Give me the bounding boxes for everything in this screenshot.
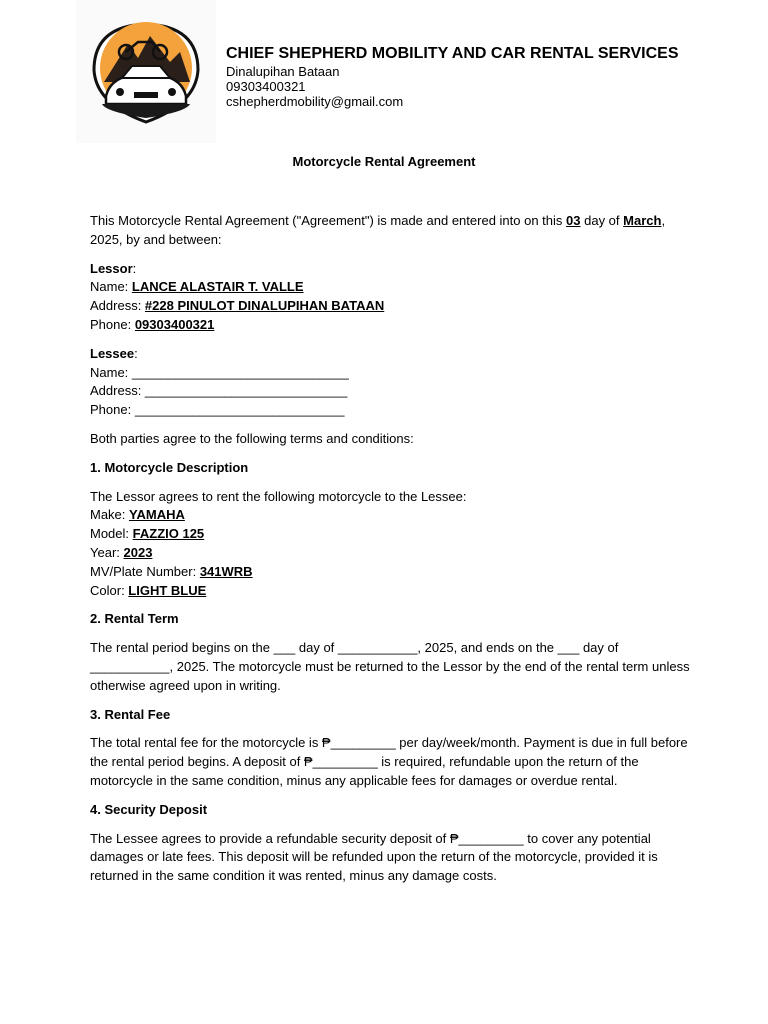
section3-line1: The total rental fee for the motorcycle is ₱_________ per day/week/month. Payment is due in full before <box>90 735 688 751</box>
year-label: Year: <box>90 544 124 560</box>
lessee-name-field: Name: ______________________________ <box>90 364 349 380</box>
color-row <box>90 582 690 601</box>
motorcycle-year: 2023 <box>123 544 153 560</box>
company-address: Dinalupihan Bataan <box>226 64 340 79</box>
intro-text: This Motorcycle Rental Agreement ("Agreement") is made and entered into on this <box>90 213 567 228</box>
section4-heading: 4. Security Deposit <box>90 801 208 817</box>
section4-line3: returned in the same condition it was rented, minus any damage costs. <box>90 868 497 884</box>
make-row <box>90 506 690 525</box>
lessee-address-field: Address: ____________________________ <box>90 383 348 399</box>
lessor-heading-text: Lessor <box>90 260 133 276</box>
agree-text: Both parties agree to the following terms and conditions: <box>90 430 414 446</box>
document-title: Motorcycle Rental Agreement <box>292 154 476 169</box>
section2-line1: The rental period begins on the ___ day of ___________, 2025, and ends on the ___ day of <box>90 640 619 656</box>
lessor-phone-label: Phone: <box>90 316 135 332</box>
section3-line3: motorcycle in the same condition, minus any applicable fees for damages or overdue rental. <box>90 772 618 788</box>
section4-line2: damages or late fees. This deposit will be refunded upon the return of the motorcycle, provided it is <box>90 849 658 865</box>
intro-text-post: , <box>661 213 666 228</box>
make-label: Make: <box>90 507 130 523</box>
color-label: Color: <box>90 582 129 598</box>
lessor-phone-row <box>90 316 690 335</box>
year-row <box>90 544 690 563</box>
section2-line3: otherwise agreed upon in writing. <box>90 677 281 693</box>
company-logo <box>76 0 216 143</box>
section3-heading: 3. Rental Fee <box>90 706 171 722</box>
agreement-day: 03 <box>566 213 581 228</box>
lessee-heading: Lessee: <box>90 345 138 361</box>
lessor-name: LANCE ALASTAIR T. VALLE <box>131 279 304 295</box>
section4-line1: The Lessee agrees to provide a refundable security deposit of ₱_________ to cover any potential <box>90 830 651 846</box>
intro-line2: 2025, by and between: <box>90 231 222 247</box>
plate-row <box>90 563 690 582</box>
lessor-heading: Lessor: <box>90 260 137 276</box>
section1-intro: The Lessor agrees to rent the following motorcycle to the Lessee: <box>90 488 467 504</box>
lessor-phone: 09303400321 <box>134 316 215 332</box>
motorcycle-plate: 341WRB <box>199 563 253 579</box>
motorcycle-make: YAMAHA <box>129 507 185 523</box>
lessor-address-row <box>90 297 690 316</box>
section1-heading: 1. Motorcycle Description <box>90 459 249 475</box>
lessor-name-row <box>90 278 690 297</box>
lessor-address-label: Address: <box>90 298 145 314</box>
lessor-address: #228 PINULOT DINALUPIHAN BATAAN <box>144 298 385 314</box>
plate-label: MV/Plate Number: <box>90 563 200 579</box>
agreement-body <box>90 212 690 886</box>
model-row <box>90 525 690 544</box>
motorcycle-model: FAZZIO 125 <box>132 526 205 542</box>
motorcycle-color: LIGHT BLUE <box>128 582 207 598</box>
section3-line2: the rental period begins. A deposit of ₱_________ is required, refundable upon the return of the <box>90 754 639 770</box>
intro-text-mid: day of <box>580 213 624 228</box>
company-phone: 09303400321 <box>226 79 306 94</box>
lessee-phone-field: Phone: _____________________________ <box>90 402 345 418</box>
model-label: Model: <box>90 526 133 542</box>
intro-paragraph <box>90 212 690 231</box>
lessee-heading-text: Lessee <box>90 345 135 361</box>
section2-line2: ___________, 2025. The motorcycle must be returned to the Lessor by the end of the rental term unless <box>90 658 690 674</box>
company-name: CHIEF SHEPHERD MOBILITY AND CAR RENTAL SERVICES <box>226 45 679 62</box>
company-email: cshepherdmobility@gmail.com <box>226 94 404 109</box>
lessor-name-label: Name: <box>90 279 132 295</box>
company-header <box>226 44 679 109</box>
section2-heading: 2. Rental Term <box>90 611 179 627</box>
agreement-month: March <box>623 213 662 228</box>
